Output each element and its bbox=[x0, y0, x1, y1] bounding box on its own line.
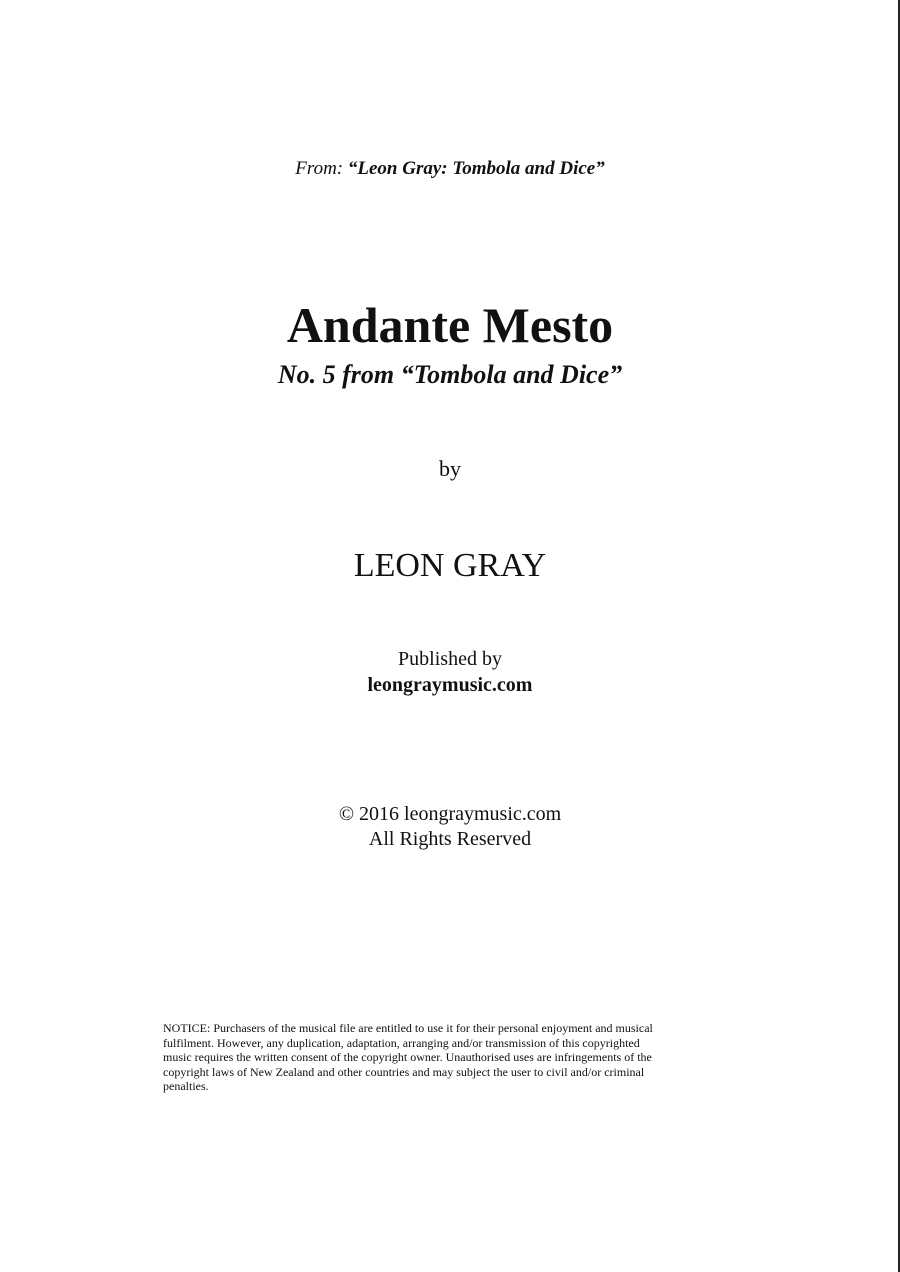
by-label: by bbox=[439, 456, 461, 481]
source-collection-line bbox=[0, 157, 900, 181]
published-by-label: Published by bbox=[398, 648, 502, 670]
source-collection-title: “Leon Gray: Tombola and Dice” bbox=[347, 158, 605, 179]
rights-reserved: All Rights Reserved bbox=[368, 828, 532, 850]
source-prefix: From: bbox=[295, 158, 348, 179]
piece-subtitle: No. 5 from “Tombola and Dice” bbox=[277, 360, 623, 389]
composer-name: LEON GRAY bbox=[353, 547, 547, 584]
notice-line: penalties. bbox=[163, 1079, 209, 1093]
notice-line: music requires the written consent of the copyright owner. Unauthorised uses are infringements of the bbox=[163, 1050, 652, 1064]
copyright-line: © 2016 leongraymusic.com bbox=[338, 803, 562, 825]
publisher-name: leongraymusic.com bbox=[367, 674, 533, 696]
notice-line: copyright laws of New Zealand and other countries and may subject the user to civil and/or criminal bbox=[163, 1064, 645, 1079]
copyright-notice bbox=[163, 1021, 788, 1094]
notice-line: NOTICE: Purchasers of the musical file are entitled to use it for their personal enjoyment and musical bbox=[163, 1021, 653, 1035]
notice-line: fulfilment. However, any duplication, adaptation, arranging and/or transmission of this copyrighted bbox=[163, 1035, 640, 1050]
piece-title: Andante Mesto bbox=[286, 297, 614, 353]
